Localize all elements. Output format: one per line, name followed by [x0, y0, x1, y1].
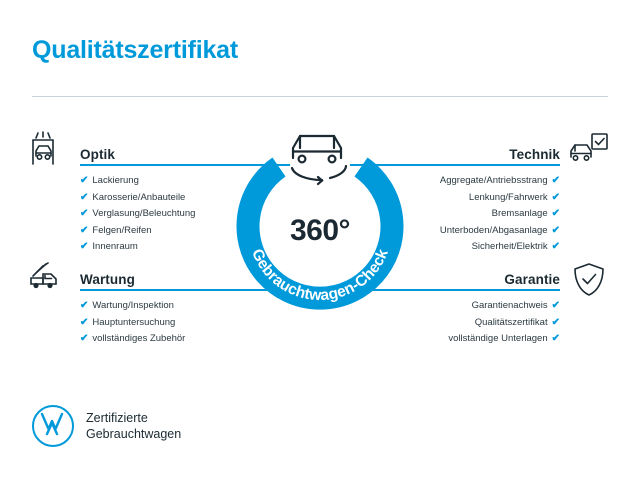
- list-item-label: Bremsanlage: [491, 208, 548, 219]
- volkswagen-logo: [32, 405, 74, 447]
- list-item-label: Felgen/Reifen: [92, 224, 152, 236]
- page-title: Qualitätszertifikat: [32, 36, 238, 64]
- check-icon: ✔: [80, 316, 89, 328]
- list-item-label: Wartung/Inspektion: [92, 300, 174, 311]
- svg-text:Gebrauchtwagen-Check: [248, 246, 392, 304]
- list-item: [80, 331, 290, 348]
- check-icon: ✔: [80, 300, 89, 312]
- check-icon: ✔: [80, 208, 89, 220]
- service-truck-icon: [29, 262, 71, 299]
- list-item-label: vollständige Unterlagen: [448, 333, 548, 344]
- list-item-label: Verglasung/Beleuchtung: [92, 208, 196, 219]
- list-item-label: vollständiges Zubehör: [92, 333, 186, 344]
- check-icon: ✔: [80, 191, 89, 203]
- list-item-label: Sicherheit/Elektrik: [471, 241, 548, 252]
- title-divider: [32, 96, 608, 97]
- check-icon: ✔: [80, 333, 89, 345]
- check-icon: ✔: [551, 224, 560, 236]
- check-icon: ✔: [551, 191, 560, 203]
- list-item-label: Aggregate/Antriebsstrang: [439, 175, 548, 186]
- check-icon: ✔: [80, 241, 89, 253]
- check-icon: ✔: [551, 300, 560, 312]
- check-icon: ✔: [551, 333, 560, 345]
- footer-line-2: Gebrauchtwagen: [86, 427, 182, 441]
- rotate-arrow-icon: [292, 166, 346, 184]
- list-item-label: Garantienachweis: [471, 300, 548, 311]
- badge-degrees-label: 360°: [289, 214, 351, 247]
- check-icon: ✔: [80, 224, 89, 236]
- section-wartung-title: Wartung: [80, 272, 135, 287]
- footer-text: [86, 410, 181, 442]
- check-icon: ✔: [551, 316, 560, 328]
- footer-line-1: Zertifizierte: [86, 411, 148, 425]
- check-icon: ✔: [551, 175, 560, 187]
- section-garantie-title: Garantie: [504, 272, 560, 287]
- list-item-label: Karosserie/Anbauteile: [92, 191, 186, 203]
- check-icon: ✔: [551, 208, 560, 220]
- shield-check-icon: [572, 262, 606, 303]
- list-item-label: Innenraum: [92, 241, 138, 252]
- list-item-label: Hauptuntersuchung: [92, 316, 176, 328]
- section-technik-title: Technik: [509, 147, 560, 162]
- list-item-label: Lenkung/Fahrwerk: [468, 191, 548, 203]
- badge-arc-label: Gebrauchtwagen-Check: [248, 246, 392, 305]
- list-item-label: Unterboden/Abgasanlage: [439, 224, 548, 236]
- check-icon: ✔: [80, 175, 89, 187]
- check-icon: ✔: [551, 241, 560, 253]
- badge-360-check: [222, 120, 418, 320]
- footer-branding: [32, 405, 181, 447]
- car-checklist-icon: [570, 133, 610, 172]
- list-item: [350, 331, 560, 348]
- list-item-label: Lackierung: [92, 175, 139, 186]
- list-item-label: Qualitätszertifikat: [474, 316, 548, 328]
- section-optik-title: Optik: [80, 147, 116, 162]
- car-wash-icon: [30, 131, 70, 172]
